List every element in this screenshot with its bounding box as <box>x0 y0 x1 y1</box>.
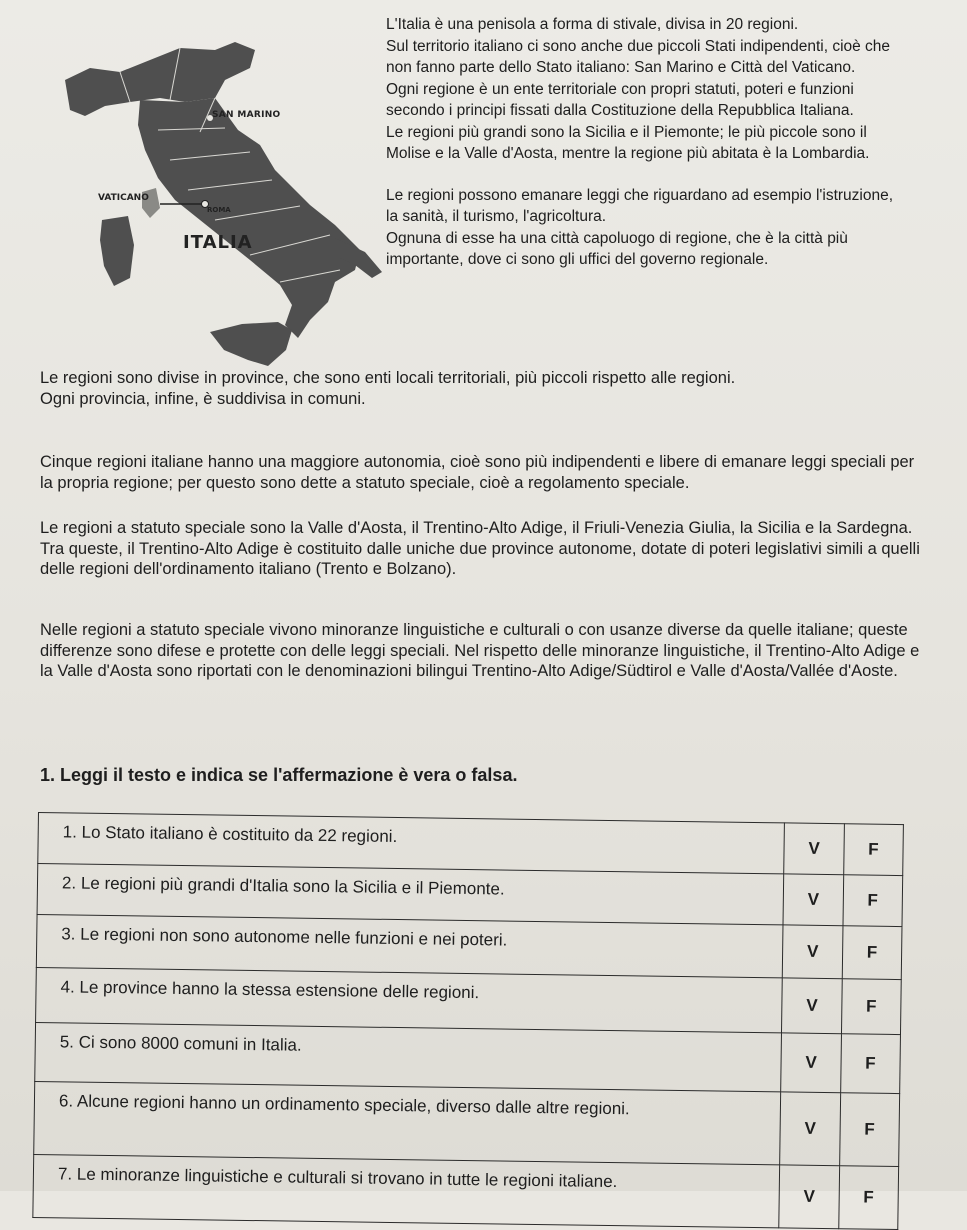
special-statute-paragraph <box>40 518 920 580</box>
map-land-sardinia <box>100 216 134 286</box>
statement-4: 4. Le province hanno la stessa estensione delle regioni. <box>36 967 783 1032</box>
intro-paragraph-6: Ognuna di esse ha una città capoluogo di regione, che è la città più importante, dove ci sono gli uffici del governo regionale. <box>386 229 848 268</box>
statement-3: 3. Le regioni non sono autonome nelle funzioni e nei poteri. <box>36 914 783 977</box>
table-row <box>33 1154 899 1229</box>
autonomy-text: Cinque regioni italiane hanno una maggiore autonomia, cioè sono più indipendenti e libere di emanare leggi speciali per la propria regione; per questo sono dette a statuto speciale, cioè a regolamento speciale. <box>40 453 915 492</box>
true-option-5[interactable]: V <box>781 1033 841 1093</box>
intro-paragraph-4: Le regioni più grandi sono la Sicilia e il Piemonte; le più piccole sono il Molise e la Valle d'Aosta, mentre la regione più abitata è la Lombardia. <box>386 123 870 162</box>
true-option-7[interactable]: V <box>779 1165 839 1229</box>
minorities-text: Nelle regioni a statuto speciale vivono minoranze linguistiche e culturali o con usanze diverse da quelle italiane; queste differenze sono difese e protette con delle leggi speciali. Nel rispetto delle minoranze linguistiche, il Trentino-Alto Adige e la Valle d'Aosta sono riportati con le denominazioni bilingui Trentino-Alto Adige/Südtirol e Valle d'Aosta/Vallée d'Aoste. <box>40 621 920 680</box>
special-statute-text: Le regioni a statuto speciale sono la Valle d'Aosta, il Trentino-Alto Adige, il Friuli-Venezia Giulia, la Sicilia e la Sardegna. Tra queste, il Trentino-Alto Adige è costituito dalle uniche due province autonome, dotate di poteri legislativi simili a quelli delle regioni dell'ordinamento italiano (Trento e Bolzano). <box>40 519 920 578</box>
map-land-peninsula <box>138 98 360 338</box>
statement-2: 2. Le regioni più grandi d'Italia sono la Sicilia e il Piemonte. <box>37 864 784 925</box>
italia-label: ITALIA <box>183 232 253 253</box>
statement-5: 5. Ci sono 8000 comuni in Italia. <box>35 1022 782 1091</box>
false-option-3[interactable]: F <box>842 926 902 980</box>
true-false-table <box>32 812 904 1230</box>
san-marino-label: SAN MARINO <box>212 110 281 120</box>
table-row <box>34 1081 900 1166</box>
false-option-1[interactable]: F <box>843 824 903 876</box>
vaticano-label: VATICANO <box>98 193 149 203</box>
false-option-5[interactable]: F <box>840 1034 900 1094</box>
map-land-sicily <box>210 322 292 366</box>
true-option-1[interactable]: V <box>784 823 844 875</box>
provinces-paragraph <box>40 368 920 409</box>
intro-paragraph-2: Sul territorio italiano ci sono anche due piccoli Stati indipendenti, cioè che non fanno parte dello Stato italiano: San Marino e Città del Vaticano. <box>386 37 891 76</box>
italy-map <box>10 20 390 390</box>
true-option-6[interactable]: V <box>780 1092 840 1166</box>
intro-paragraph-5: Le regioni possono emanare leggi che riguardano ad esempio l'istruzione, la sanità, il turismo, l'agricoltura. <box>386 186 894 225</box>
false-option-7[interactable]: F <box>838 1166 898 1230</box>
statement-1: 1. Lo Stato italiano è costituito da 22 regioni. <box>38 813 785 874</box>
false-option-2[interactable]: F <box>843 875 903 927</box>
intro-paragraph-1: L'Italia è una penisola a forma di stivale, divisa in 20 regioni. <box>386 16 799 33</box>
false-option-6[interactable]: F <box>839 1093 899 1167</box>
italy-map-drawing <box>10 20 390 390</box>
provinces-line-2: Ogni provincia, infine, è suddivisa in comuni. <box>40 389 366 408</box>
true-option-2[interactable]: V <box>783 874 843 926</box>
autonomy-paragraph <box>40 452 920 493</box>
roma-label: ROMA <box>207 206 231 214</box>
statement-7: 7. Le minoranze linguistiche e culturali si trovano in tutte le regioni italiane. <box>33 1154 780 1227</box>
minorities-paragraph <box>40 620 920 682</box>
false-option-4[interactable]: F <box>841 979 901 1035</box>
provinces-line-1: Le regioni sono divise in province, che sono enti locali territoriali, più piccoli rispetto alle regioni. <box>40 369 736 387</box>
true-option-3[interactable]: V <box>783 925 843 979</box>
intro-paragraph-3: Ogni regione è un ente territoriale con propri statuti, poteri e funzioni secondo i principi fissati dalla Costituzione della Repubblica Italiana. <box>386 80 854 119</box>
exercise-title: 1. Leggi il testo e indica se l'affermazione è vera o falsa. <box>40 765 518 785</box>
statement-6: 6. Alcune regioni hanno un ordinamento speciale, diverso dalle altre regioni. <box>34 1081 781 1164</box>
true-option-4[interactable]: V <box>782 978 842 1034</box>
intro-text <box>386 14 896 271</box>
